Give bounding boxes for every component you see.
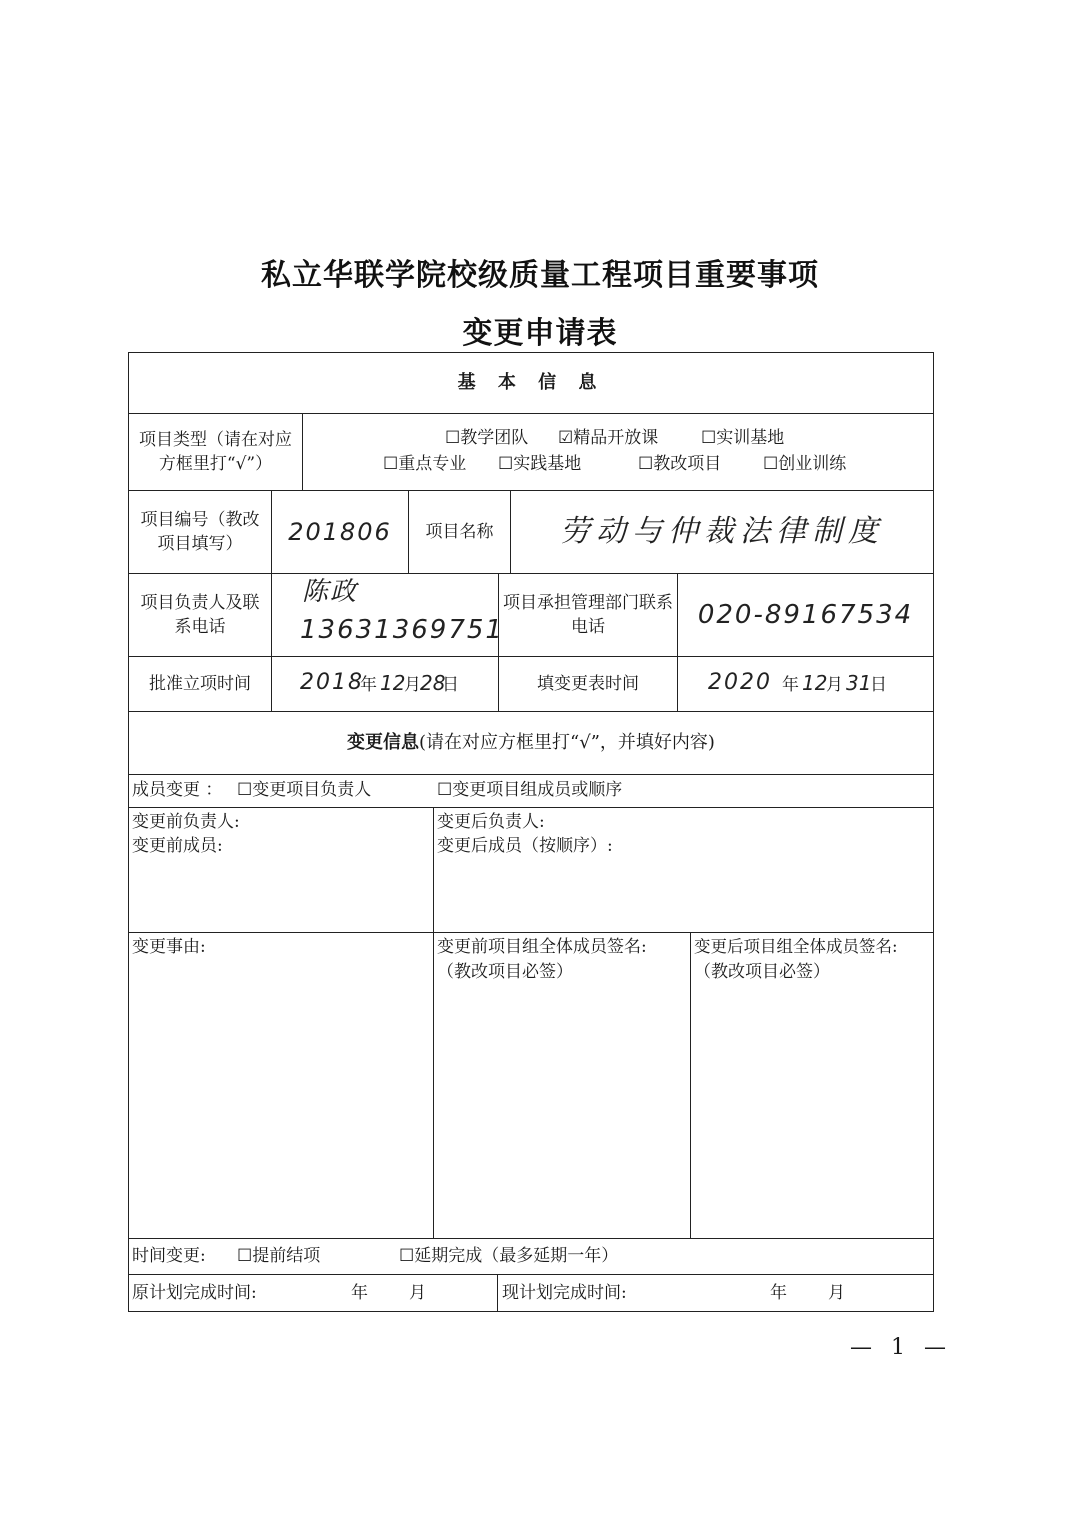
before-members-label: 变更前成员: bbox=[132, 836, 223, 856]
approve-month: 12 bbox=[380, 671, 406, 695]
project-type-label: 项目类型（请在对应方框里打“√”） bbox=[128, 413, 303, 491]
change-reason-box[interactable] bbox=[128, 932, 434, 1239]
option-key-major[interactable]: ☐重点专业 bbox=[383, 454, 467, 474]
time-change-row bbox=[128, 1238, 934, 1275]
original-plan-year-unit: 年 bbox=[351, 1283, 368, 1303]
original-plan-month-unit: 月 bbox=[409, 1283, 426, 1303]
after-signature-label: 变更后项目组全体成员签名: bbox=[694, 937, 898, 956]
fill-month: 12 bbox=[802, 671, 828, 695]
project-type-options bbox=[302, 413, 934, 491]
member-change-leader-option[interactable]: ☐变更项目负责人 bbox=[237, 780, 372, 800]
approve-month-unit: 月 bbox=[404, 675, 421, 695]
original-plan-time[interactable] bbox=[128, 1274, 498, 1312]
current-plan-time[interactable] bbox=[497, 1274, 934, 1312]
after-members-box[interactable] bbox=[433, 807, 934, 933]
before-signature-label: 变更前项目组全体成员签名: bbox=[437, 937, 647, 957]
fill-date-label: 填变更表时间 bbox=[498, 656, 678, 712]
before-signature-box[interactable] bbox=[433, 932, 691, 1239]
after-signature-note: （教改项目必签） bbox=[694, 962, 830, 982]
member-change-row bbox=[128, 774, 934, 808]
project-name-value[interactable]: 劳动与仲裁法律制度 bbox=[510, 490, 934, 574]
fill-year: 2020 bbox=[708, 670, 772, 695]
approve-year: 2018 bbox=[300, 670, 364, 695]
approve-day-unit: 日 bbox=[442, 675, 459, 695]
leader-label: 项目负责人及联系电话 bbox=[128, 573, 272, 657]
approve-date-value[interactable] bbox=[271, 656, 499, 712]
option-teaching-team[interactable]: ☐教学团队 bbox=[445, 428, 529, 448]
option-training-base[interactable]: ☐实训基地 bbox=[701, 428, 785, 448]
before-signature-note: （教改项目必签） bbox=[437, 962, 573, 982]
change-reason-label: 变更事由: bbox=[132, 937, 206, 957]
leader-name: 陈政 bbox=[302, 577, 359, 607]
after-leader-label: 变更后负责人: bbox=[437, 812, 545, 832]
option-reform-project[interactable]: ☐教改项目 bbox=[638, 454, 722, 474]
extend-option[interactable]: ☐延期完成（最多延期一年） bbox=[399, 1246, 619, 1266]
current-plan-month-unit: 月 bbox=[828, 1283, 845, 1303]
fill-date-value[interactable] bbox=[677, 656, 934, 712]
fill-year-unit: 年 bbox=[782, 675, 799, 695]
time-change-label: 时间变更: bbox=[132, 1246, 206, 1266]
change-info-heading-note: (请在对应方框里打“√”，并填好内容) bbox=[419, 732, 715, 753]
form-title-line1: 私立华联学院校级质量工程项目重要事项 bbox=[261, 258, 819, 293]
project-number-label: 项目编号（教改项目填写） bbox=[128, 490, 272, 574]
member-change-label: 成员变更 ： bbox=[132, 780, 223, 800]
current-plan-year-unit: 年 bbox=[770, 1283, 787, 1303]
fill-month-unit: 月 bbox=[826, 675, 843, 695]
project-number-value[interactable]: 201806 bbox=[271, 490, 409, 574]
after-signature-box[interactable] bbox=[690, 932, 934, 1239]
form-title-line2: 变更申请表 bbox=[462, 316, 618, 351]
original-plan-label: 原计划完成时间: bbox=[132, 1283, 257, 1303]
dept-phone-value[interactable]: 020-89167534 bbox=[677, 573, 934, 657]
member-change-members-option[interactable]: ☐变更项目组成员或顺序 bbox=[437, 780, 623, 800]
page-number: — 1 — bbox=[850, 1335, 952, 1360]
approve-year-unit: 年 bbox=[360, 675, 377, 695]
dept-phone-label: 项目承担管理部门联系电话 bbox=[498, 573, 678, 657]
approve-date-label: 批准立项时间 bbox=[128, 656, 272, 712]
before-members-box[interactable] bbox=[128, 807, 434, 933]
current-plan-label: 现计划完成时间: bbox=[502, 1283, 627, 1303]
project-name-label: 项目名称 bbox=[408, 490, 511, 574]
approve-day: 28 bbox=[420, 671, 446, 695]
fill-day: 31 bbox=[846, 671, 872, 695]
early-finish-option[interactable]: ☐提前结项 bbox=[237, 1246, 321, 1266]
fill-day-unit: 日 bbox=[870, 675, 887, 695]
leader-phone: 13631369751 bbox=[300, 615, 504, 645]
option-practice-base[interactable]: ☐实践基地 bbox=[498, 454, 582, 474]
change-info-heading bbox=[128, 711, 934, 775]
after-members-label: 变更后成员（按顺序）: bbox=[437, 836, 613, 856]
option-entrepreneur-training[interactable]: ☐创业训练 bbox=[763, 454, 847, 474]
before-leader-label: 变更前负责人: bbox=[132, 812, 240, 832]
leader-value[interactable] bbox=[271, 573, 504, 657]
basic-info-heading: 基 本 信 息 bbox=[128, 352, 934, 414]
option-quality-course[interactable]: ☑精品开放课 bbox=[558, 428, 659, 448]
change-info-heading-bold: 变更信息 bbox=[347, 732, 420, 753]
